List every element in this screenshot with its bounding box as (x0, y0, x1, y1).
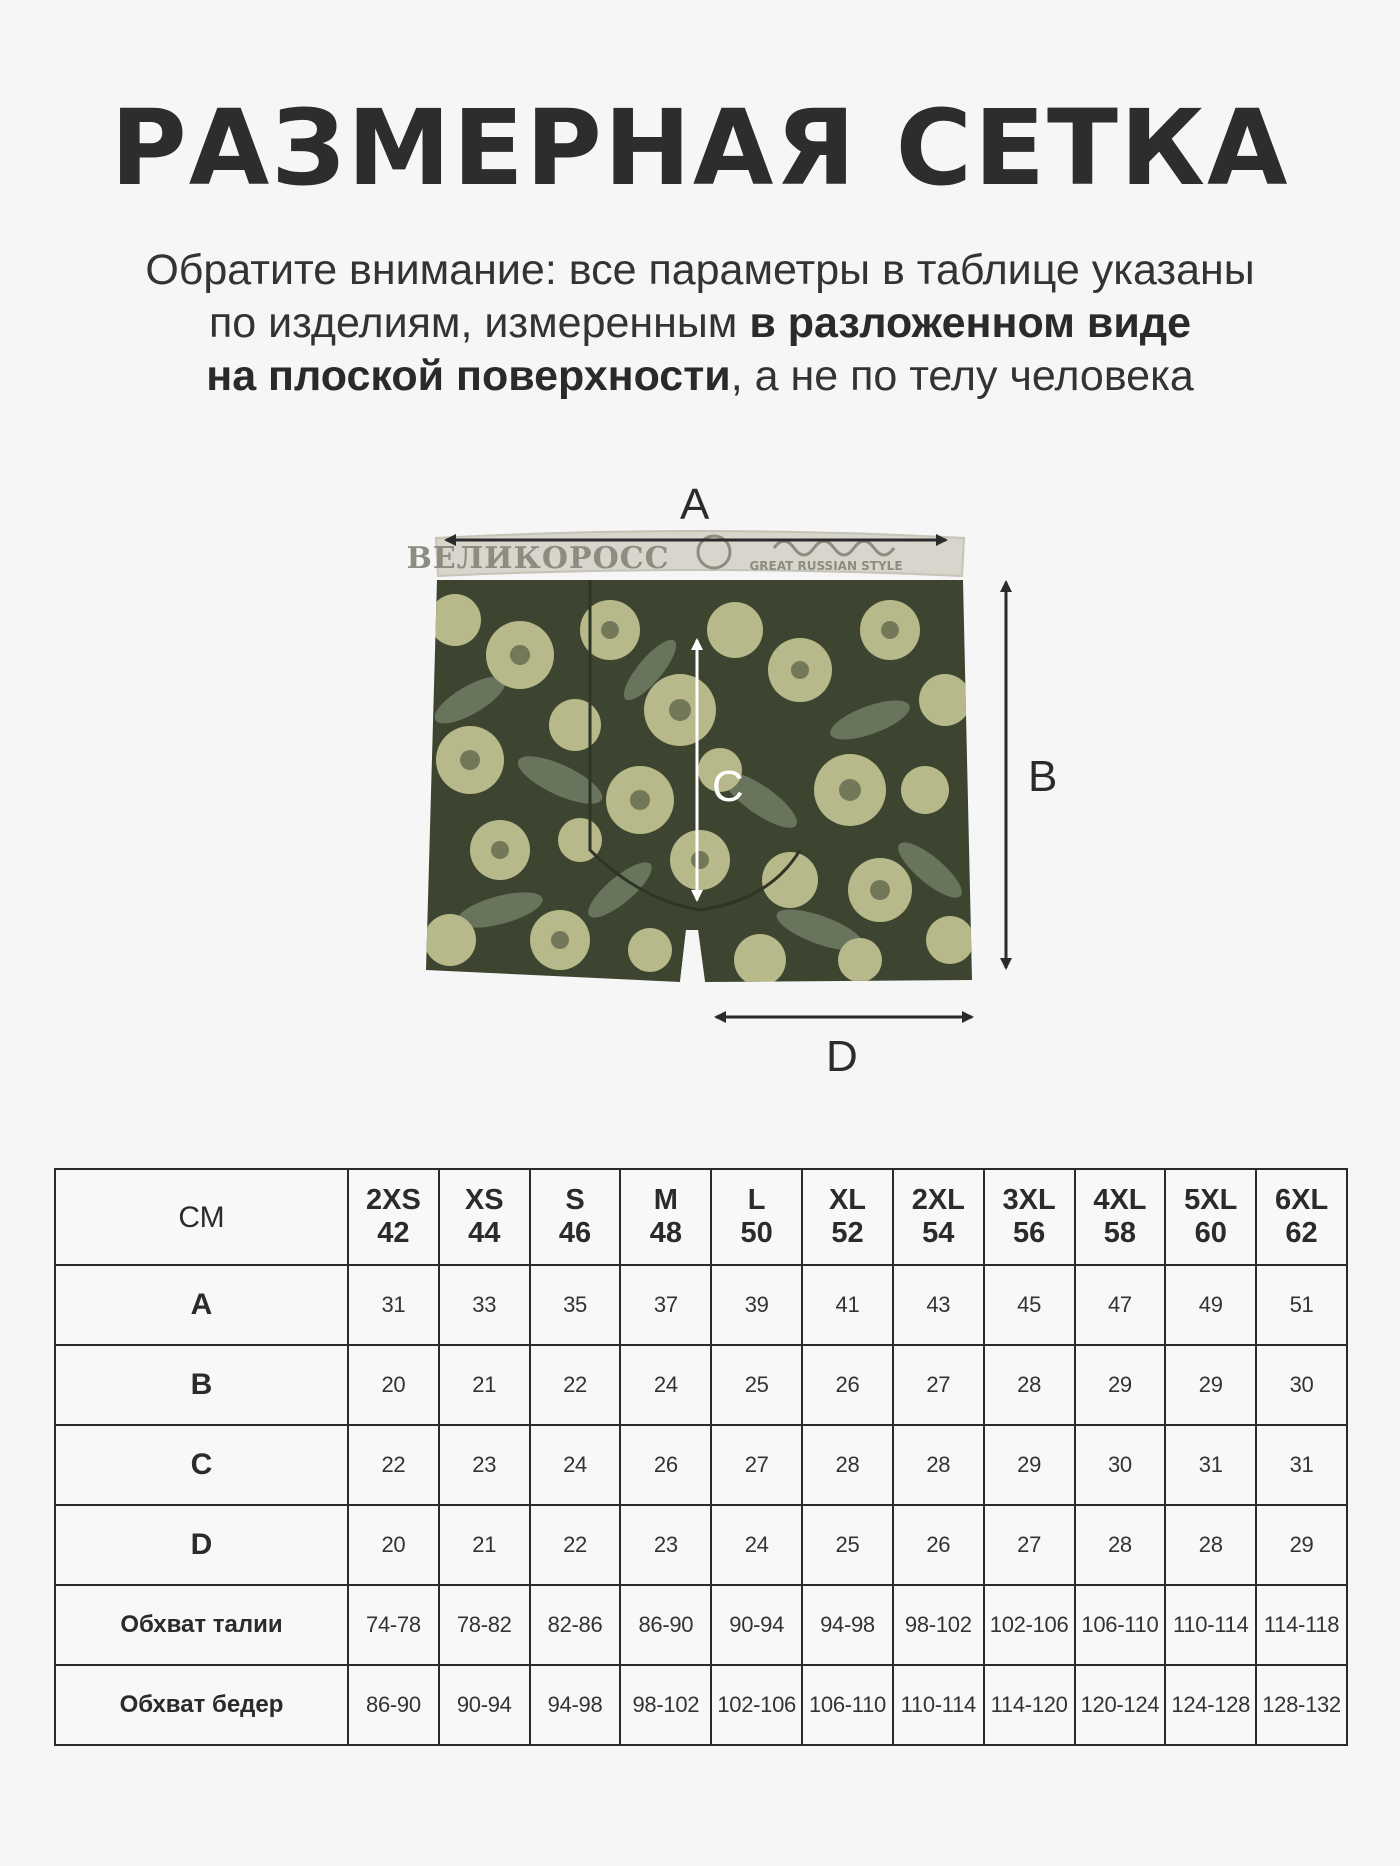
table-cell: 28 (893, 1425, 984, 1505)
table-cell: 28 (1165, 1505, 1256, 1585)
table-cell: 29 (984, 1425, 1075, 1505)
table-cell: 128-132 (1256, 1665, 1347, 1745)
row-label: B (55, 1345, 348, 1425)
row-label: C (55, 1425, 348, 1505)
table-cell: 28 (1075, 1505, 1166, 1585)
measurement-diagram (0, 470, 1400, 1090)
table-cell: 24 (711, 1505, 802, 1585)
table-cell: 106-110 (1075, 1585, 1166, 1665)
table-row (55, 1665, 1347, 1745)
size-number: 50 (740, 1217, 773, 1249)
size-chart-table (54, 1168, 1348, 1746)
table-cell: 102-106 (984, 1585, 1075, 1665)
table-cell: 20 (348, 1345, 439, 1425)
size-header-5xl (1165, 1169, 1256, 1265)
table-cell: 28 (802, 1425, 893, 1505)
row-label: Обхват талии (55, 1585, 348, 1665)
size-letter: M (653, 1184, 678, 1216)
table-cell: 20 (348, 1505, 439, 1585)
dimension-c-label: C (712, 762, 744, 811)
table-cell: 110-114 (1165, 1585, 1256, 1665)
table-cell: 29 (1256, 1505, 1347, 1585)
dimension-b-label: B (1028, 752, 1058, 801)
size-letter: L (747, 1184, 766, 1216)
table-cell: 43 (893, 1265, 984, 1345)
size-number: 62 (1285, 1217, 1318, 1249)
size-number: 60 (1194, 1217, 1227, 1249)
size-header-6xl (1256, 1169, 1347, 1265)
size-header-m (620, 1169, 711, 1265)
size-number: 54 (922, 1217, 955, 1249)
size-number: 48 (649, 1217, 682, 1249)
table-cell: 22 (530, 1505, 621, 1585)
table-cell: 94-98 (530, 1665, 621, 1745)
row-label: D (55, 1505, 348, 1585)
table-cell: 31 (1256, 1425, 1347, 1505)
table-cell: 21 (439, 1505, 530, 1585)
table-cell: 106-110 (802, 1665, 893, 1745)
table-cell: 47 (1075, 1265, 1166, 1345)
page-title: РАЗМЕРНАЯ СЕТКА (110, 87, 1290, 209)
size-header-2xs (348, 1169, 439, 1265)
table-cell: 33 (439, 1265, 530, 1345)
note-emphasis-1: в разложенном виде (749, 299, 1191, 347)
table-cell: 41 (802, 1265, 893, 1345)
table-cell: 25 (802, 1505, 893, 1585)
size-header-s (530, 1169, 621, 1265)
table-cell: 90-94 (439, 1665, 530, 1745)
dimension-d-label: D (826, 1032, 858, 1081)
table-cell: 49 (1165, 1265, 1256, 1345)
table-cell: 24 (620, 1345, 711, 1425)
size-header-l (711, 1169, 802, 1265)
size-letter: XL (828, 1184, 866, 1216)
table-cell: 21 (439, 1345, 530, 1425)
table-cell: 114-118 (1256, 1585, 1347, 1665)
table-cell: 25 (711, 1345, 802, 1425)
size-header-3xl (984, 1169, 1075, 1265)
row-label: Обхват бедер (55, 1665, 348, 1745)
table-cell: 82-86 (530, 1585, 621, 1665)
table-cell: 31 (1165, 1425, 1256, 1505)
table-cell: 26 (893, 1505, 984, 1585)
table-cell: 30 (1075, 1425, 1166, 1505)
table-cell: 90-94 (711, 1585, 802, 1665)
size-header-row (55, 1169, 1347, 1265)
fabric-body (420, 570, 980, 990)
table-cell: 22 (530, 1345, 621, 1425)
table-cell: 114-120 (984, 1665, 1075, 1745)
table-cell: 27 (984, 1505, 1075, 1585)
note-line-1: Обратите внимание: все параметры в таблице указаны (145, 246, 1255, 294)
measurement-note (0, 244, 1400, 403)
table-cell: 23 (620, 1505, 711, 1585)
size-number: 46 (558, 1217, 592, 1249)
table-cell: 45 (984, 1265, 1075, 1345)
table-cell: 86-90 (620, 1585, 711, 1665)
table-cell: 30 (1256, 1345, 1347, 1425)
brand-tagline: GREAT RUSSIAN STYLE (749, 559, 903, 573)
table-cell: 51 (1256, 1265, 1347, 1345)
size-table-body (55, 1265, 1347, 1745)
dimension-a-label: A (680, 480, 710, 529)
size-number: 42 (377, 1217, 410, 1249)
table-cell: 39 (711, 1265, 802, 1345)
size-header-xs (439, 1169, 530, 1265)
table-row (55, 1265, 1347, 1345)
table-cell: 120-124 (1075, 1665, 1166, 1745)
unit-header: СМ (55, 1169, 348, 1265)
size-letter: 2XS (365, 1184, 421, 1216)
table-cell: 27 (893, 1345, 984, 1425)
table-cell: 31 (348, 1265, 439, 1345)
size-header-4xl (1075, 1169, 1166, 1265)
table-cell: 74-78 (348, 1585, 439, 1665)
size-header-2xl (893, 1169, 984, 1265)
table-row (55, 1345, 1347, 1425)
size-letter: 3XL (1002, 1184, 1056, 1216)
row-label: A (55, 1265, 348, 1345)
table-row (55, 1585, 1347, 1665)
table-cell: 29 (1075, 1345, 1166, 1425)
boxer-briefs-illustration (0, 470, 1400, 1090)
table-cell: 24 (530, 1425, 621, 1505)
brand-text: ВЕЛИКОРОСС (406, 541, 670, 576)
table-cell: 94-98 (802, 1585, 893, 1665)
table-cell: 102-106 (711, 1665, 802, 1745)
table-cell: 23 (439, 1425, 530, 1505)
table-cell: 110-114 (893, 1665, 984, 1745)
size-number: 58 (1103, 1217, 1137, 1249)
table-row (55, 1425, 1347, 1505)
table-cell: 28 (984, 1345, 1075, 1425)
size-letter: 5XL (1184, 1184, 1238, 1216)
size-letter: 6XL (1274, 1184, 1329, 1216)
table-row (55, 1505, 1347, 1585)
note-line-2: по изделиям, измеренным в разложенном виде (209, 299, 1191, 347)
note-line-3: на плоской поверхности, а не по телу человека (206, 352, 1194, 400)
table-cell: 86-90 (348, 1665, 439, 1745)
table-cell: 124-128 (1165, 1665, 1256, 1745)
size-letter: S (565, 1184, 585, 1216)
size-number: 56 (1012, 1217, 1046, 1249)
table-cell: 98-102 (893, 1585, 984, 1665)
waistband (407, 531, 964, 576)
note-emphasis-2: на плоской поверхности (206, 352, 731, 400)
table-cell: 26 (620, 1425, 711, 1505)
size-header-xl (802, 1169, 893, 1265)
table-cell: 98-102 (620, 1665, 711, 1745)
table-cell: 37 (620, 1265, 711, 1345)
size-number: 52 (831, 1217, 864, 1249)
table-cell: 27 (711, 1425, 802, 1505)
table-cell: 29 (1165, 1345, 1256, 1425)
table-cell: 22 (348, 1425, 439, 1505)
table-cell: 78-82 (439, 1585, 530, 1665)
size-number: 44 (468, 1217, 501, 1249)
table-cell: 35 (530, 1265, 621, 1345)
size-letter: 2XL (911, 1184, 965, 1216)
table-cell: 26 (802, 1345, 893, 1425)
size-letter: 4XL (1093, 1184, 1147, 1216)
size-letter: XS (464, 1184, 504, 1216)
